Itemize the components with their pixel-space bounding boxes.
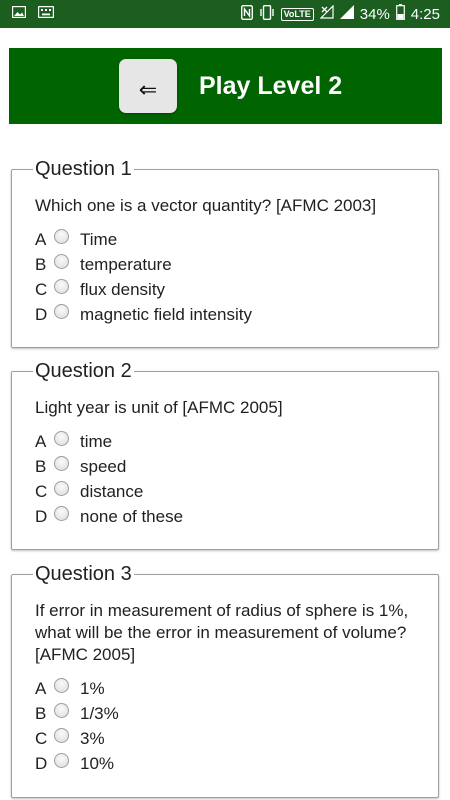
vibrate-icon: [259, 5, 275, 24]
option-letter: B: [35, 254, 47, 274]
option-letter: A: [35, 431, 47, 451]
signal-icon: [340, 5, 354, 23]
header-bar: [9, 48, 442, 124]
option-label: Time: [80, 229, 118, 249]
option-d[interactable]: [35, 302, 426, 327]
option-b[interactable]: [35, 252, 426, 277]
option-letter: D: [35, 304, 48, 324]
radio-button[interactable]: [54, 481, 69, 496]
option-a[interactable]: [35, 676, 426, 701]
radio-button[interactable]: [54, 753, 69, 768]
option-label: 1/3%: [80, 703, 119, 723]
option-c[interactable]: [35, 277, 426, 302]
question-legend: Question 3: [35, 563, 132, 585]
status-bar-left: [0, 0, 54, 28]
status-bar-right: [241, 0, 450, 28]
radio-button[interactable]: [54, 254, 69, 269]
question-card-3: [11, 563, 439, 798]
radio-button[interactable]: [54, 506, 69, 521]
option-b[interactable]: [35, 701, 426, 726]
battery-icon: [396, 4, 405, 24]
question-card-1: [11, 158, 439, 348]
radio-button[interactable]: [54, 431, 69, 446]
option-label: temperature: [80, 254, 172, 274]
option-letter: D: [35, 506, 48, 526]
page-title: Play Level 2: [199, 72, 343, 100]
question-text: If error in measurement of radius of sphere is 1%, what will be the error in measurement of volume? [AFMC 2005]: [35, 601, 409, 664]
clock: 4:25: [410, 5, 440, 23]
option-d[interactable]: [35, 751, 426, 776]
radio-button[interactable]: [54, 304, 69, 319]
option-c[interactable]: [35, 479, 426, 504]
question-legend: Question 1: [35, 158, 132, 180]
back-arrow-icon: ⇐: [138, 77, 158, 102]
option-letter: C: [35, 481, 48, 501]
option-letter: A: [35, 229, 47, 249]
keyboard-icon: [38, 5, 54, 23]
question-legend: Question 2: [35, 360, 132, 382]
status-bar: [0, 0, 450, 28]
option-a[interactable]: [35, 429, 426, 454]
option-label: flux density: [80, 279, 166, 299]
option-b[interactable]: [35, 454, 426, 479]
option-label: 1%: [80, 678, 105, 698]
option-label: distance: [80, 481, 144, 501]
option-label: none of these: [80, 506, 184, 526]
option-label: time: [80, 431, 113, 451]
option-label: magnetic field intensity: [80, 304, 252, 324]
option-label: speed: [80, 456, 127, 476]
option-letter: B: [35, 456, 47, 476]
option-label: 3%: [80, 728, 105, 748]
option-c[interactable]: [35, 726, 426, 751]
nfc-icon: [241, 5, 253, 24]
radio-button[interactable]: [54, 229, 69, 244]
question-text: Which one is a vector quantity? [AFMC 2003]: [35, 196, 377, 215]
option-label: 10%: [80, 753, 115, 773]
back-button[interactable]: [119, 59, 177, 113]
option-a[interactable]: [35, 227, 426, 252]
battery-percent: 34%: [359, 5, 390, 23]
option-d[interactable]: [35, 504, 426, 529]
option-letter: C: [35, 728, 48, 748]
option-letter: A: [35, 678, 47, 698]
radio-button[interactable]: [54, 456, 69, 471]
image-icon: [12, 5, 26, 23]
question-card-2: [11, 360, 439, 550]
volte-icon: VoLTE: [281, 8, 314, 21]
radio-button[interactable]: [54, 279, 69, 294]
no-signal-icon: [320, 5, 334, 23]
radio-button[interactable]: [54, 678, 69, 693]
radio-button[interactable]: [54, 703, 69, 718]
option-letter: C: [35, 279, 48, 299]
option-letter: B: [35, 703, 47, 723]
question-text: Light year is unit of [AFMC 2005]: [35, 398, 283, 417]
radio-button[interactable]: [54, 728, 69, 743]
option-letter: D: [35, 753, 48, 773]
